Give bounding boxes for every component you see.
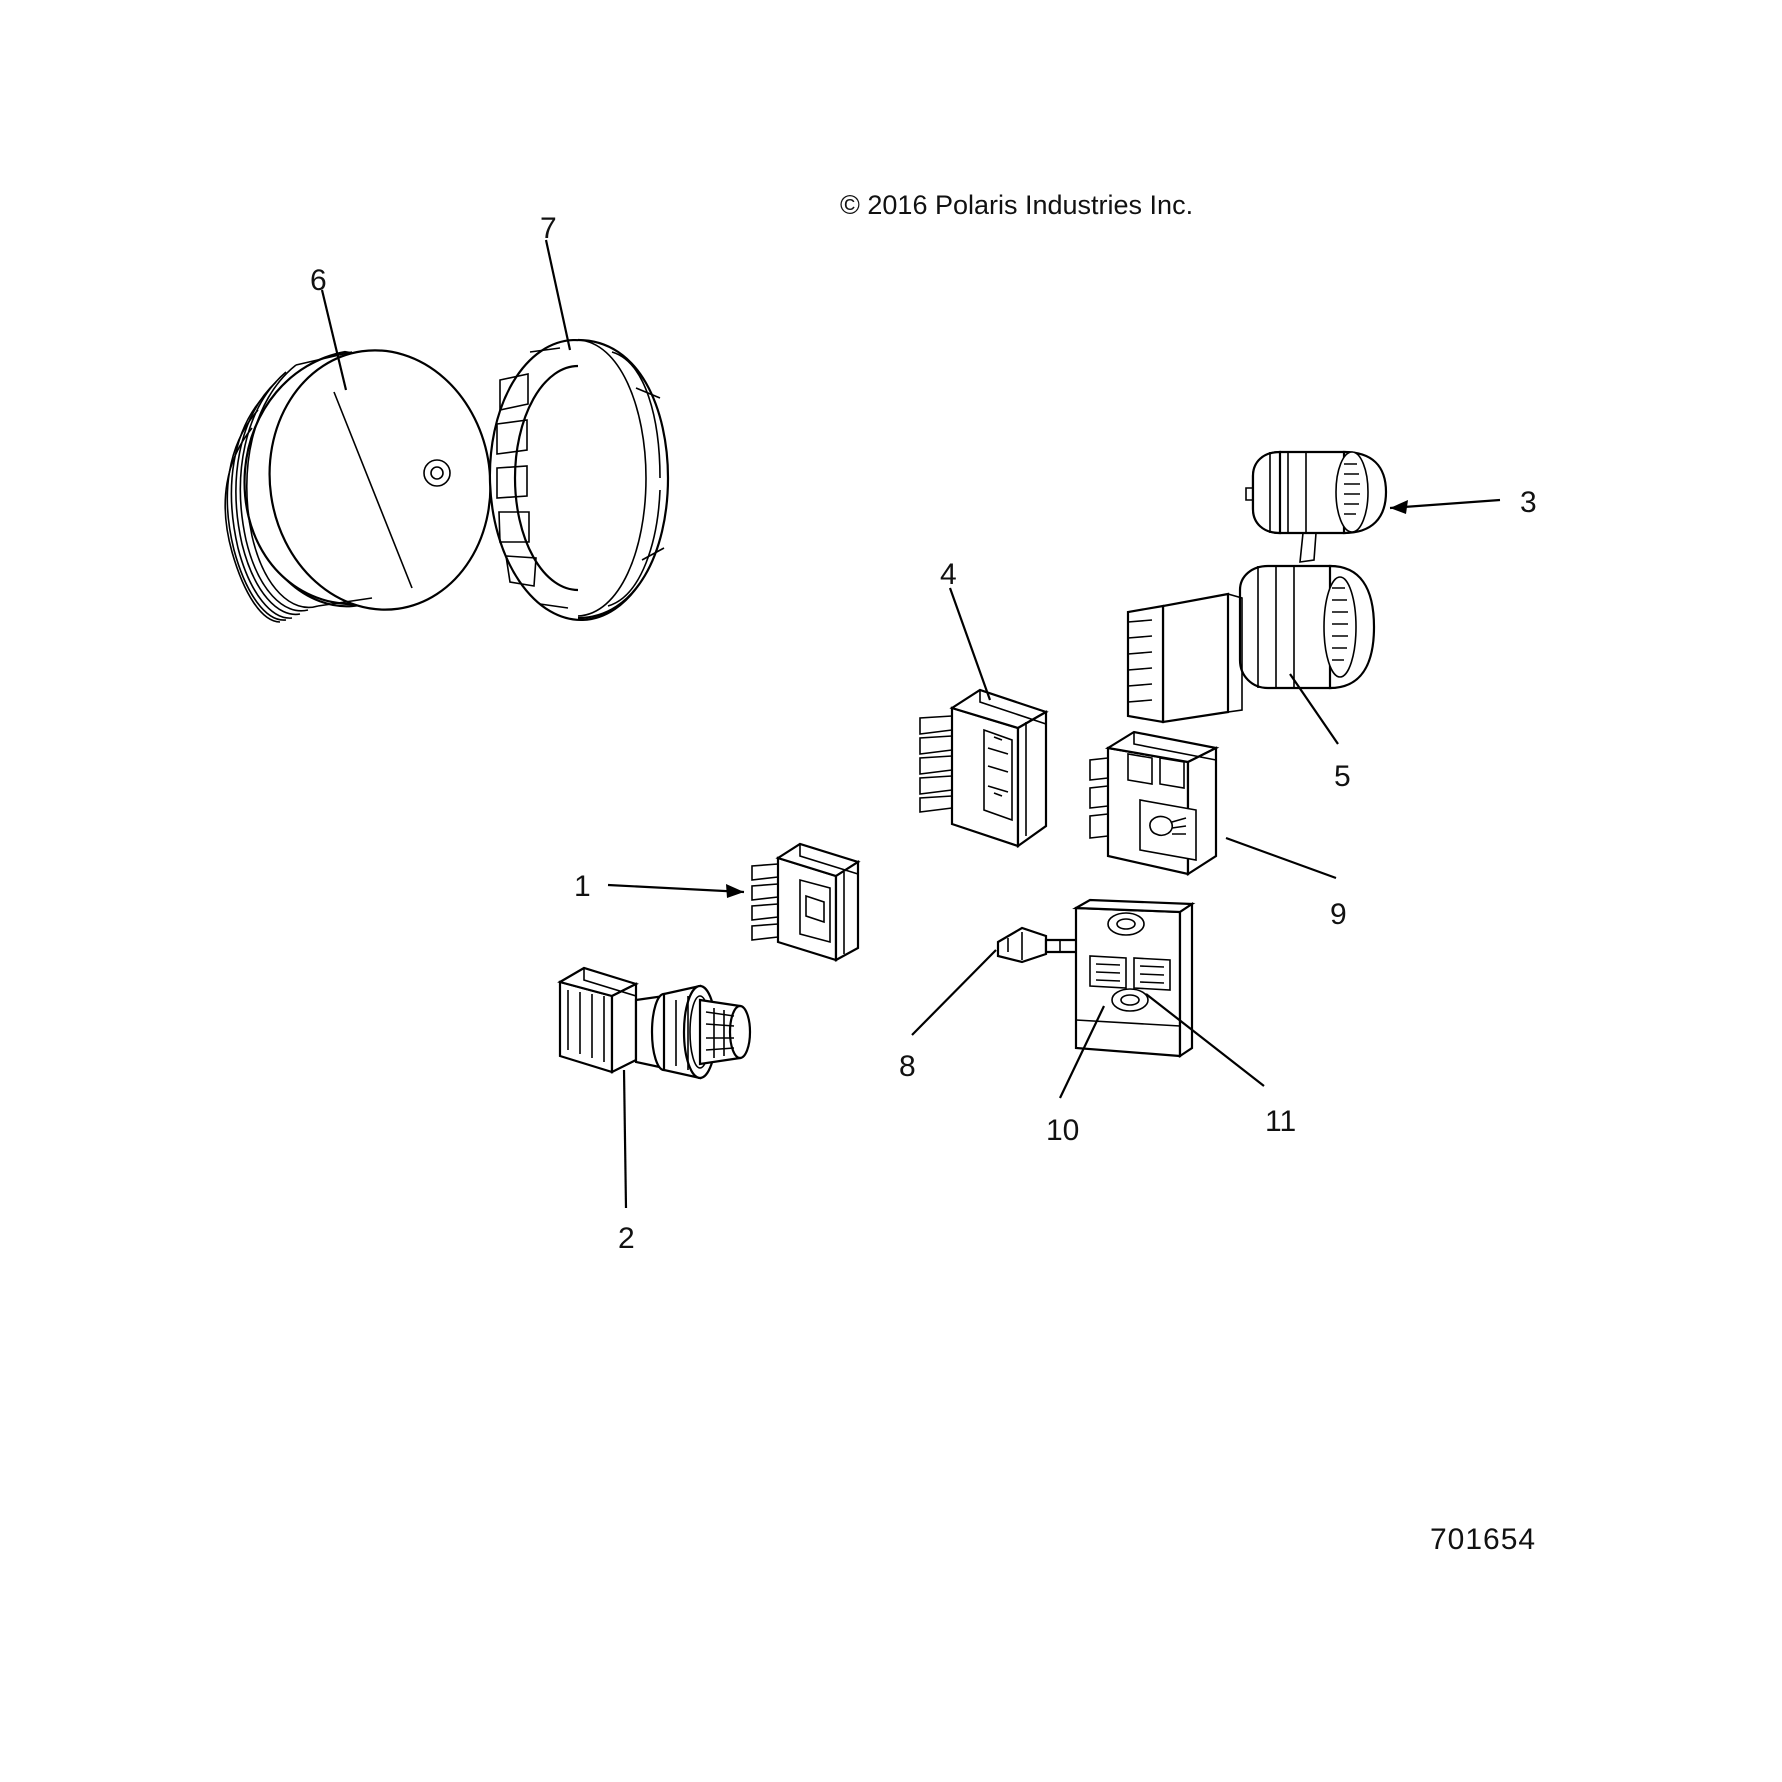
callout-1: 1 [574,870,591,903]
part-7-headlight-bezel [485,337,671,623]
callout-3: 3 [1520,486,1537,519]
callout-10: 10 [1046,1114,1080,1147]
callout-5: 5 [1334,760,1351,793]
part-1-small-rocker-switch [752,844,858,960]
part-11-grommet [1112,989,1148,1011]
copyright-notice: © 2016 Polaris Industries Inc. [840,190,1194,220]
callout-2: 2 [618,1222,635,1255]
part-4-rocker-switch [920,690,1046,846]
part-3-power-outlet [1246,452,1386,562]
part-9-headlight-switch [1090,732,1216,874]
callout-7: 7 [540,212,557,245]
part-2-ignition-switch [560,968,750,1078]
callout-9: 9 [1330,898,1347,931]
part-6-headlight-lens [225,336,507,624]
part-8-fuse-puller [998,928,1082,962]
part-number-label: 701654 [1430,1523,1537,1556]
part-10-fuse-block [1076,900,1192,1056]
part-5-power-outlet-with-cap [1128,566,1374,722]
callout-6: 6 [310,264,327,297]
callout-8: 8 [899,1050,916,1083]
callout-11: 11 [1265,1105,1297,1138]
callout-4: 4 [940,558,957,591]
